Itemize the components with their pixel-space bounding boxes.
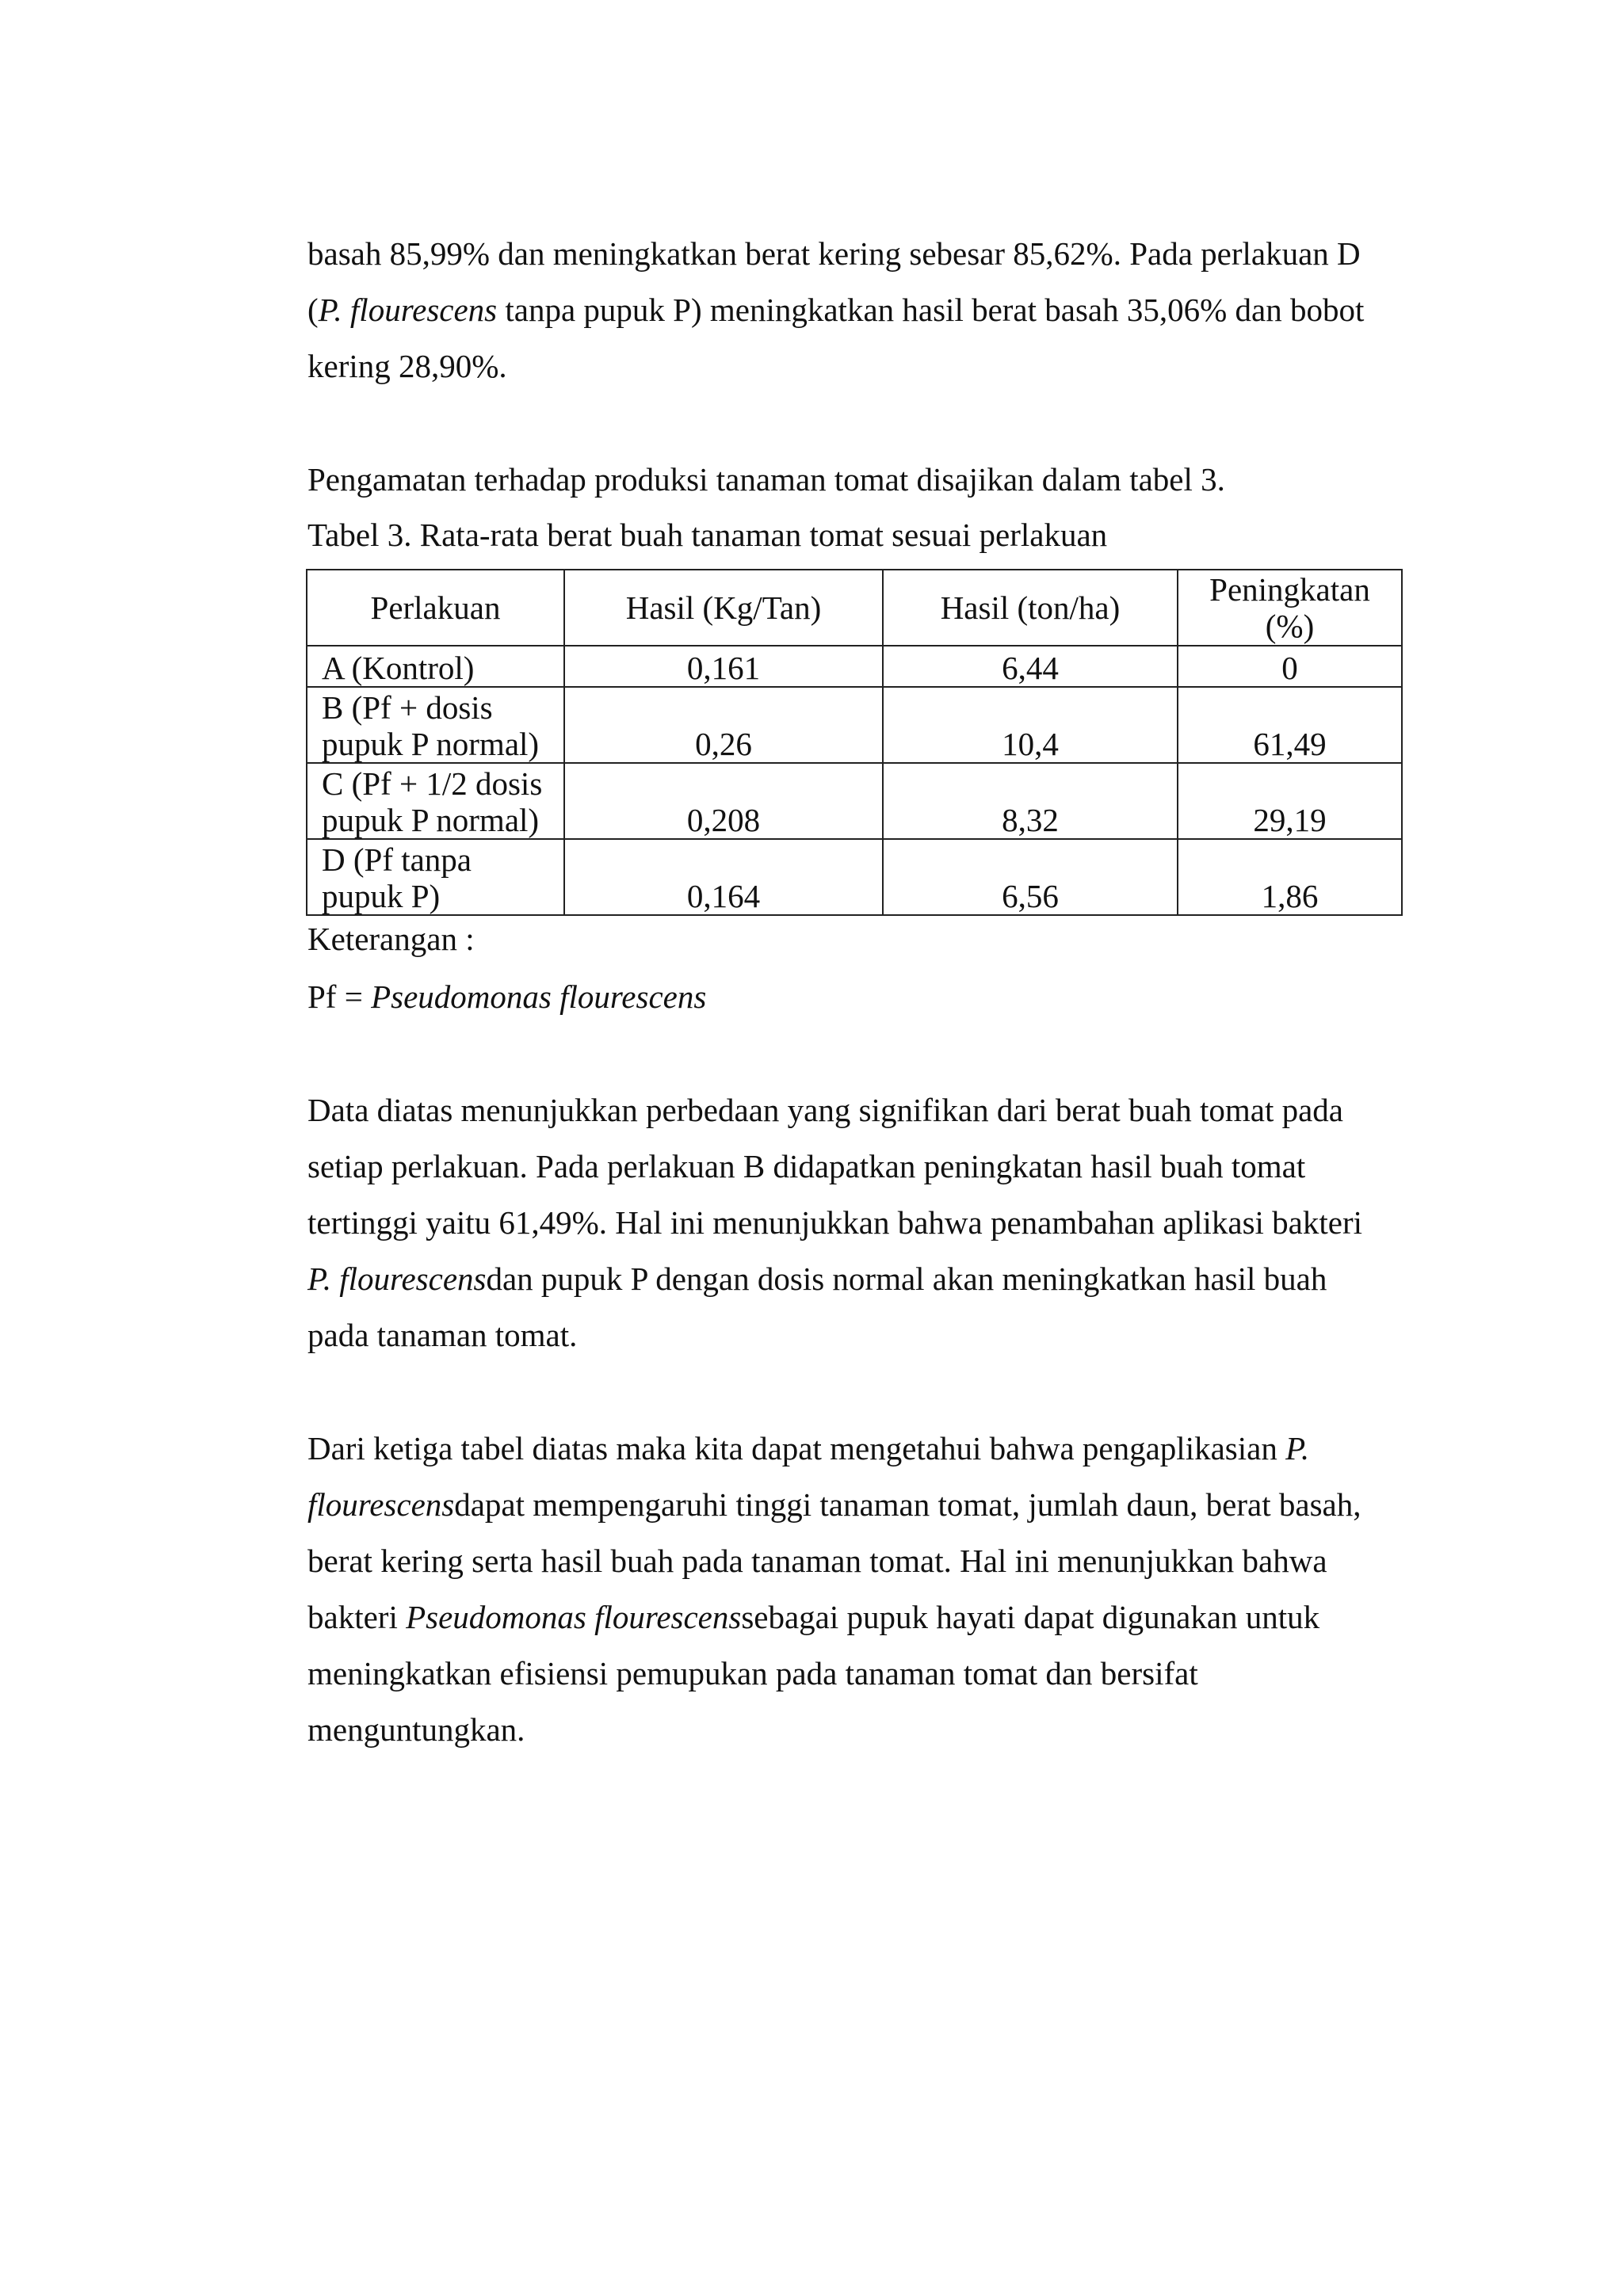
header-hasil-kg: Hasil (Kg/Tan) bbox=[564, 570, 883, 646]
row-c-kg: 0,208 bbox=[564, 763, 883, 839]
intro-line-2 bbox=[307, 282, 1417, 338]
row-c-treatment-line2: pupuk P normal) bbox=[322, 802, 540, 838]
conclusion-line-2 bbox=[307, 1477, 1417, 1533]
row-d-pct: 1,86 bbox=[1178, 839, 1402, 915]
discussion-line-2: setiap perlakuan. Pada perlakuan B didapatkan peningkatan hasil buah tomat bbox=[307, 1148, 1306, 1184]
row-c-pct: 29,19 bbox=[1178, 763, 1402, 839]
table-row bbox=[307, 687, 1402, 763]
row-c-treatment bbox=[307, 763, 564, 839]
row-a-kg: 0,161 bbox=[564, 646, 883, 687]
row-c-treatment-line1: C (Pf + 1/2 dosis bbox=[322, 765, 543, 802]
row-a-treatment: A (Kontrol) bbox=[307, 646, 564, 687]
row-d-kg: 0,164 bbox=[564, 839, 883, 915]
table-caption: Tabel 3. Rata-rata berat buah tanaman tomat sesuai perlakuan bbox=[307, 517, 1108, 553]
row-d-treatment-line1: D (Pf tanpa bbox=[322, 841, 472, 878]
row-d-ton: 6,56 bbox=[883, 839, 1178, 915]
intro-line-1: basah 85,99% dan meningkatkan berat kering sebesar 85,62%. Pada perlakuan D bbox=[307, 235, 1361, 272]
species-name: P. flourescens bbox=[318, 292, 498, 328]
notes-pf-prefix: Pf = bbox=[307, 978, 372, 1015]
discussion-line-3: tertinggi yaitu 61,49%. Hal ini menunjukkan bahwa penambahan aplikasi bakteri bbox=[307, 1204, 1362, 1241]
conclusion-paragraph bbox=[307, 1421, 1417, 1758]
discussion-line-1: Data diatas menunjukkan perbedaan yang signifikan dari berat buah tomat pada bbox=[307, 1092, 1343, 1128]
header-hasil-ton: Hasil (ton/ha) bbox=[883, 570, 1178, 646]
conclusion-line-1-species: P. bbox=[1285, 1430, 1310, 1466]
notes-label: Keterangan : bbox=[307, 921, 475, 957]
conclusion-line-4 bbox=[307, 1589, 1417, 1646]
row-c-ton: 8,32 bbox=[883, 763, 1178, 839]
results-table bbox=[306, 569, 1403, 916]
row-b-kg: 0,26 bbox=[564, 687, 883, 763]
row-d-treatment-line2: pupuk P) bbox=[322, 878, 441, 914]
notes-pf-definition bbox=[307, 977, 706, 1016]
observation-sentence: Pengamatan terhadap produksi tanaman tomat disajikan dalam tabel 3. bbox=[307, 461, 1225, 498]
conclusion-line-5: meningkatkan efisiensi pemupukan pada tanaman tomat dan bersifat bbox=[307, 1655, 1198, 1691]
header-perlakuan: Perlakuan bbox=[307, 570, 564, 646]
conclusion-line-2-rest: dapat mempengaruhi tinggi tanaman tomat, jumlah daun, berat basah, bbox=[454, 1486, 1361, 1523]
intro-paragraph bbox=[307, 226, 1417, 395]
intro-line-3: kering 28,90%. bbox=[307, 348, 507, 384]
row-b-pct: 61,49 bbox=[1178, 687, 1402, 763]
conclusion-line-4-text: bakteri bbox=[307, 1599, 407, 1635]
discussion-line-4 bbox=[307, 1251, 1417, 1307]
table-header-row bbox=[307, 570, 1402, 646]
discussion-paragraph bbox=[307, 1082, 1417, 1363]
row-b-treatment-line2: pupuk P normal) bbox=[322, 726, 540, 762]
discussion-line-4-rest: dan pupuk P dengan dosis normal akan meningkatkan hasil buah bbox=[486, 1261, 1327, 1297]
header-peningkatan bbox=[1178, 570, 1402, 646]
intro-line-2-rest: tanpa pupuk P) meningkatkan hasil berat basah 35,06% dan bobot bbox=[497, 292, 1365, 328]
table-row bbox=[307, 646, 1402, 687]
row-b-ton: 10,4 bbox=[883, 687, 1178, 763]
table-row bbox=[307, 839, 1402, 915]
conclusion-line-2-species: flourescens bbox=[307, 1486, 455, 1523]
conclusion-line-4-species: Pseudomonas flourescens bbox=[406, 1599, 742, 1635]
row-a-pct: 0 bbox=[1178, 646, 1402, 687]
row-d-treatment bbox=[307, 839, 564, 915]
row-b-treatment-line1: B (Pf + dosis bbox=[322, 689, 493, 726]
discussion-species: P. flourescens bbox=[307, 1261, 487, 1297]
conclusion-line-3: berat kering serta hasil buah pada tanaman tomat. Hal ini menunjukkan bahwa bbox=[307, 1543, 1327, 1579]
discussion-line-5: pada tanaman tomat. bbox=[307, 1317, 578, 1353]
conclusion-line-1 bbox=[307, 1421, 1417, 1477]
header-peningkatan-line1: Peningkatan bbox=[1209, 571, 1370, 608]
conclusion-line-4-rest: sebagai pupuk hayati dapat digunakan untuk bbox=[741, 1599, 1320, 1635]
header-peningkatan-line2: (%) bbox=[1265, 608, 1315, 644]
notes-pf-species: Pseudomonas flourescens bbox=[371, 978, 707, 1015]
table-row bbox=[307, 763, 1402, 839]
row-b-treatment bbox=[307, 687, 564, 763]
row-a-ton: 6,44 bbox=[883, 646, 1178, 687]
open-paren: ( bbox=[307, 292, 319, 328]
conclusion-line-6: menguntungkan. bbox=[307, 1711, 525, 1748]
conclusion-line-1-text: Dari ketiga tabel diatas maka kita dapat mengetahui bahwa pengaplikasian bbox=[307, 1430, 1286, 1466]
